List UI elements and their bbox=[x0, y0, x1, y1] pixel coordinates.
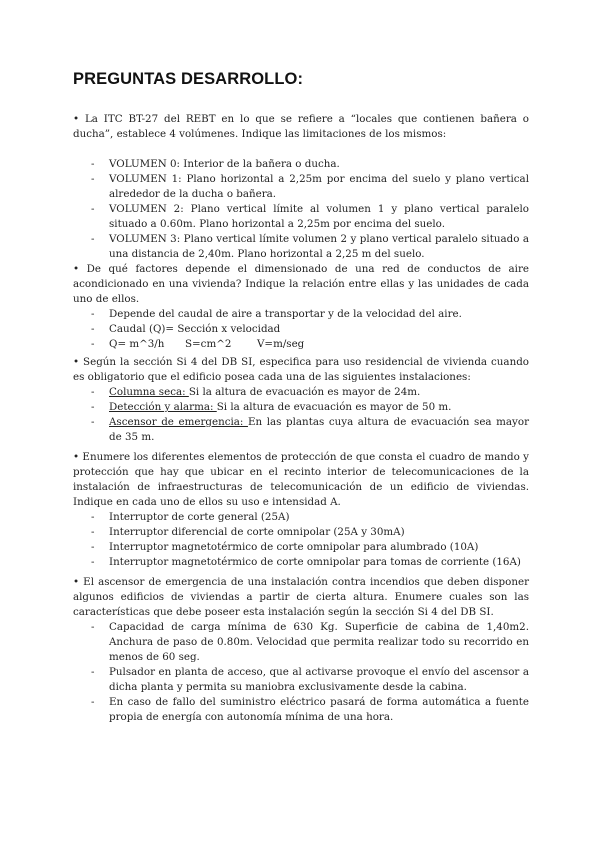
question-4 bbox=[73, 450, 529, 570]
list-item-text: Interruptor magnetotérmico de corte omnipolar para alumbrado (10A) bbox=[109, 541, 479, 553]
list-item-text: Depende del caudal de aire a transportar y de la velocidad del aire. bbox=[109, 308, 462, 320]
list-item bbox=[73, 157, 529, 172]
list-item-text: Capacidad de carga mínima de 630 Kg. Superficie de cabina de 1,40m2. Anchura de paso de 0.80m. Velocidad que permita realizar todo su recorrido en menos de 60 seg. bbox=[109, 621, 529, 663]
question-3-text: • Según la sección Si 4 del DB SI, especifica para uso residencial de vivienda cuando es obligatorio que el edificio posea cada una de las siguientes instalaciones: bbox=[73, 356, 529, 383]
formula-q: Q= m^3/h bbox=[109, 338, 165, 350]
dash: - bbox=[91, 511, 95, 523]
list-item-text: VOLUMEN 3: Plano vertical límite volumen 2 y plano vertical paralelo situado a una distancia de 2,40m. Plano horizontal a 2,25 m del suelo. bbox=[109, 233, 529, 260]
list-item bbox=[73, 400, 529, 415]
question-5-list bbox=[73, 620, 529, 725]
question-4-list bbox=[73, 510, 529, 570]
formula-s: S=cm^2 bbox=[185, 338, 232, 350]
list-item-text: Caudal (Q)= Sección x velocidad bbox=[109, 323, 281, 335]
list-item-text: Interruptor de corte general (25A) bbox=[109, 511, 290, 523]
question-1-text: • La ITC BT-27 del REBT en lo que se refiere a “locales que contienen bañera o ducha”, establece 4 volúmenes. Indique las limitaciones de los mismos: bbox=[73, 113, 529, 140]
list-item bbox=[73, 172, 529, 202]
dash: - bbox=[91, 233, 95, 245]
dash: - bbox=[91, 526, 95, 538]
page-title: PREGUNTAS DESARROLLO: bbox=[73, 70, 304, 88]
list-item bbox=[73, 665, 529, 695]
dash: - bbox=[91, 323, 95, 335]
dash: - bbox=[91, 158, 95, 170]
formula-v: V=m/seg bbox=[257, 338, 305, 350]
list-item bbox=[73, 540, 529, 555]
dash: - bbox=[91, 556, 95, 568]
list-item-text: VOLUMEN 0: Interior de la bañera o ducha. bbox=[109, 158, 340, 170]
list-item-text: Si la altura de evacuación es mayor de 24m. bbox=[188, 386, 421, 398]
question-3-list bbox=[73, 385, 529, 445]
list-item-text: VOLUMEN 2: Plano vertical límite al volumen 1 y plano vertical paralelo situado a 0.60m. Plano horizontal a 2,25m por encima del suelo. bbox=[109, 203, 529, 230]
dash: - bbox=[91, 173, 95, 185]
list-item bbox=[73, 555, 529, 570]
question-2-list bbox=[73, 307, 529, 352]
dash: - bbox=[91, 338, 95, 350]
list-item-text: Interruptor magnetotérmico de corte omnipolar para tomas de corriente (16A) bbox=[109, 556, 521, 568]
units-formula bbox=[109, 337, 304, 352]
list-item bbox=[73, 322, 529, 337]
dash: - bbox=[91, 666, 95, 678]
list-item-text: Si la altura de evacuación es mayor de 50 m. bbox=[216, 401, 452, 413]
item-label: Columna seca: bbox=[109, 386, 189, 398]
dash: - bbox=[91, 416, 95, 428]
list-item bbox=[73, 695, 529, 725]
question-1-list bbox=[73, 157, 529, 262]
question-3 bbox=[73, 355, 529, 445]
list-item bbox=[73, 415, 529, 445]
item-label: Ascensor de emergencia: bbox=[109, 416, 248, 428]
dash: - bbox=[91, 308, 95, 320]
question-5 bbox=[73, 575, 529, 725]
question-4-text: • Enumere los diferentes elementos de protección de que consta el cuadro de mando y protección que hay que ubicar en el recinto interior de telecomunicaciones de la instalación de infraestructuras de telecomunicación de un edificio de viviendas. Indique en cada uno de ellos su uso e intensidad A. bbox=[73, 451, 529, 508]
dash: - bbox=[91, 386, 95, 398]
list-item-text: En las plantas cuya altura de evacuación sea mayor de 35 m. bbox=[109, 416, 529, 443]
list-item bbox=[73, 510, 529, 525]
dash: - bbox=[91, 541, 95, 553]
question-1 bbox=[73, 112, 529, 262]
list-item-text: Pulsador en planta de acceso, que al activarse provoque el envío del ascensor a dicha planta y permita su maniobra exclusivamente desde la cabina. bbox=[109, 666, 529, 693]
dash: - bbox=[91, 203, 95, 215]
list-item bbox=[73, 307, 529, 322]
dash: - bbox=[91, 696, 95, 708]
list-item bbox=[73, 232, 529, 262]
question-2-text: • De qué factores depende el dimensionado de una red de conductos de aire acondicionado en una vivienda? Indique la relación entre ellas y las unidades de cada uno de ellos. bbox=[73, 263, 529, 305]
question-2 bbox=[73, 262, 529, 352]
dash: - bbox=[91, 621, 95, 633]
list-item-text: Interruptor diferencial de corte omnipolar (25A y 30mA) bbox=[109, 526, 405, 538]
list-item bbox=[73, 202, 529, 232]
list-item-text: En caso de fallo del suministro eléctrico pasará de forma automática a fuente propia de energía con autonomía mínima de una hora. bbox=[109, 696, 529, 723]
list-item bbox=[73, 620, 529, 665]
list-item bbox=[73, 525, 529, 540]
list-item-text: VOLUMEN 1: Plano horizontal a 2,25m por encima del suelo y plano vertical alrededor de la ducha o bañera. bbox=[109, 173, 529, 200]
question-5-text: • El ascensor de emergencia de una instalación contra incendios que deben disponer algunos edificios de viviendas a partir de cierta altura. Enumere cuales son las características que debe poseer esta instalación según la sección Si 4 del DB SI. bbox=[73, 576, 529, 618]
list-item bbox=[73, 337, 529, 352]
list-item bbox=[73, 385, 529, 400]
item-label: Detección y alarma: bbox=[109, 401, 217, 413]
dash: - bbox=[91, 401, 95, 413]
